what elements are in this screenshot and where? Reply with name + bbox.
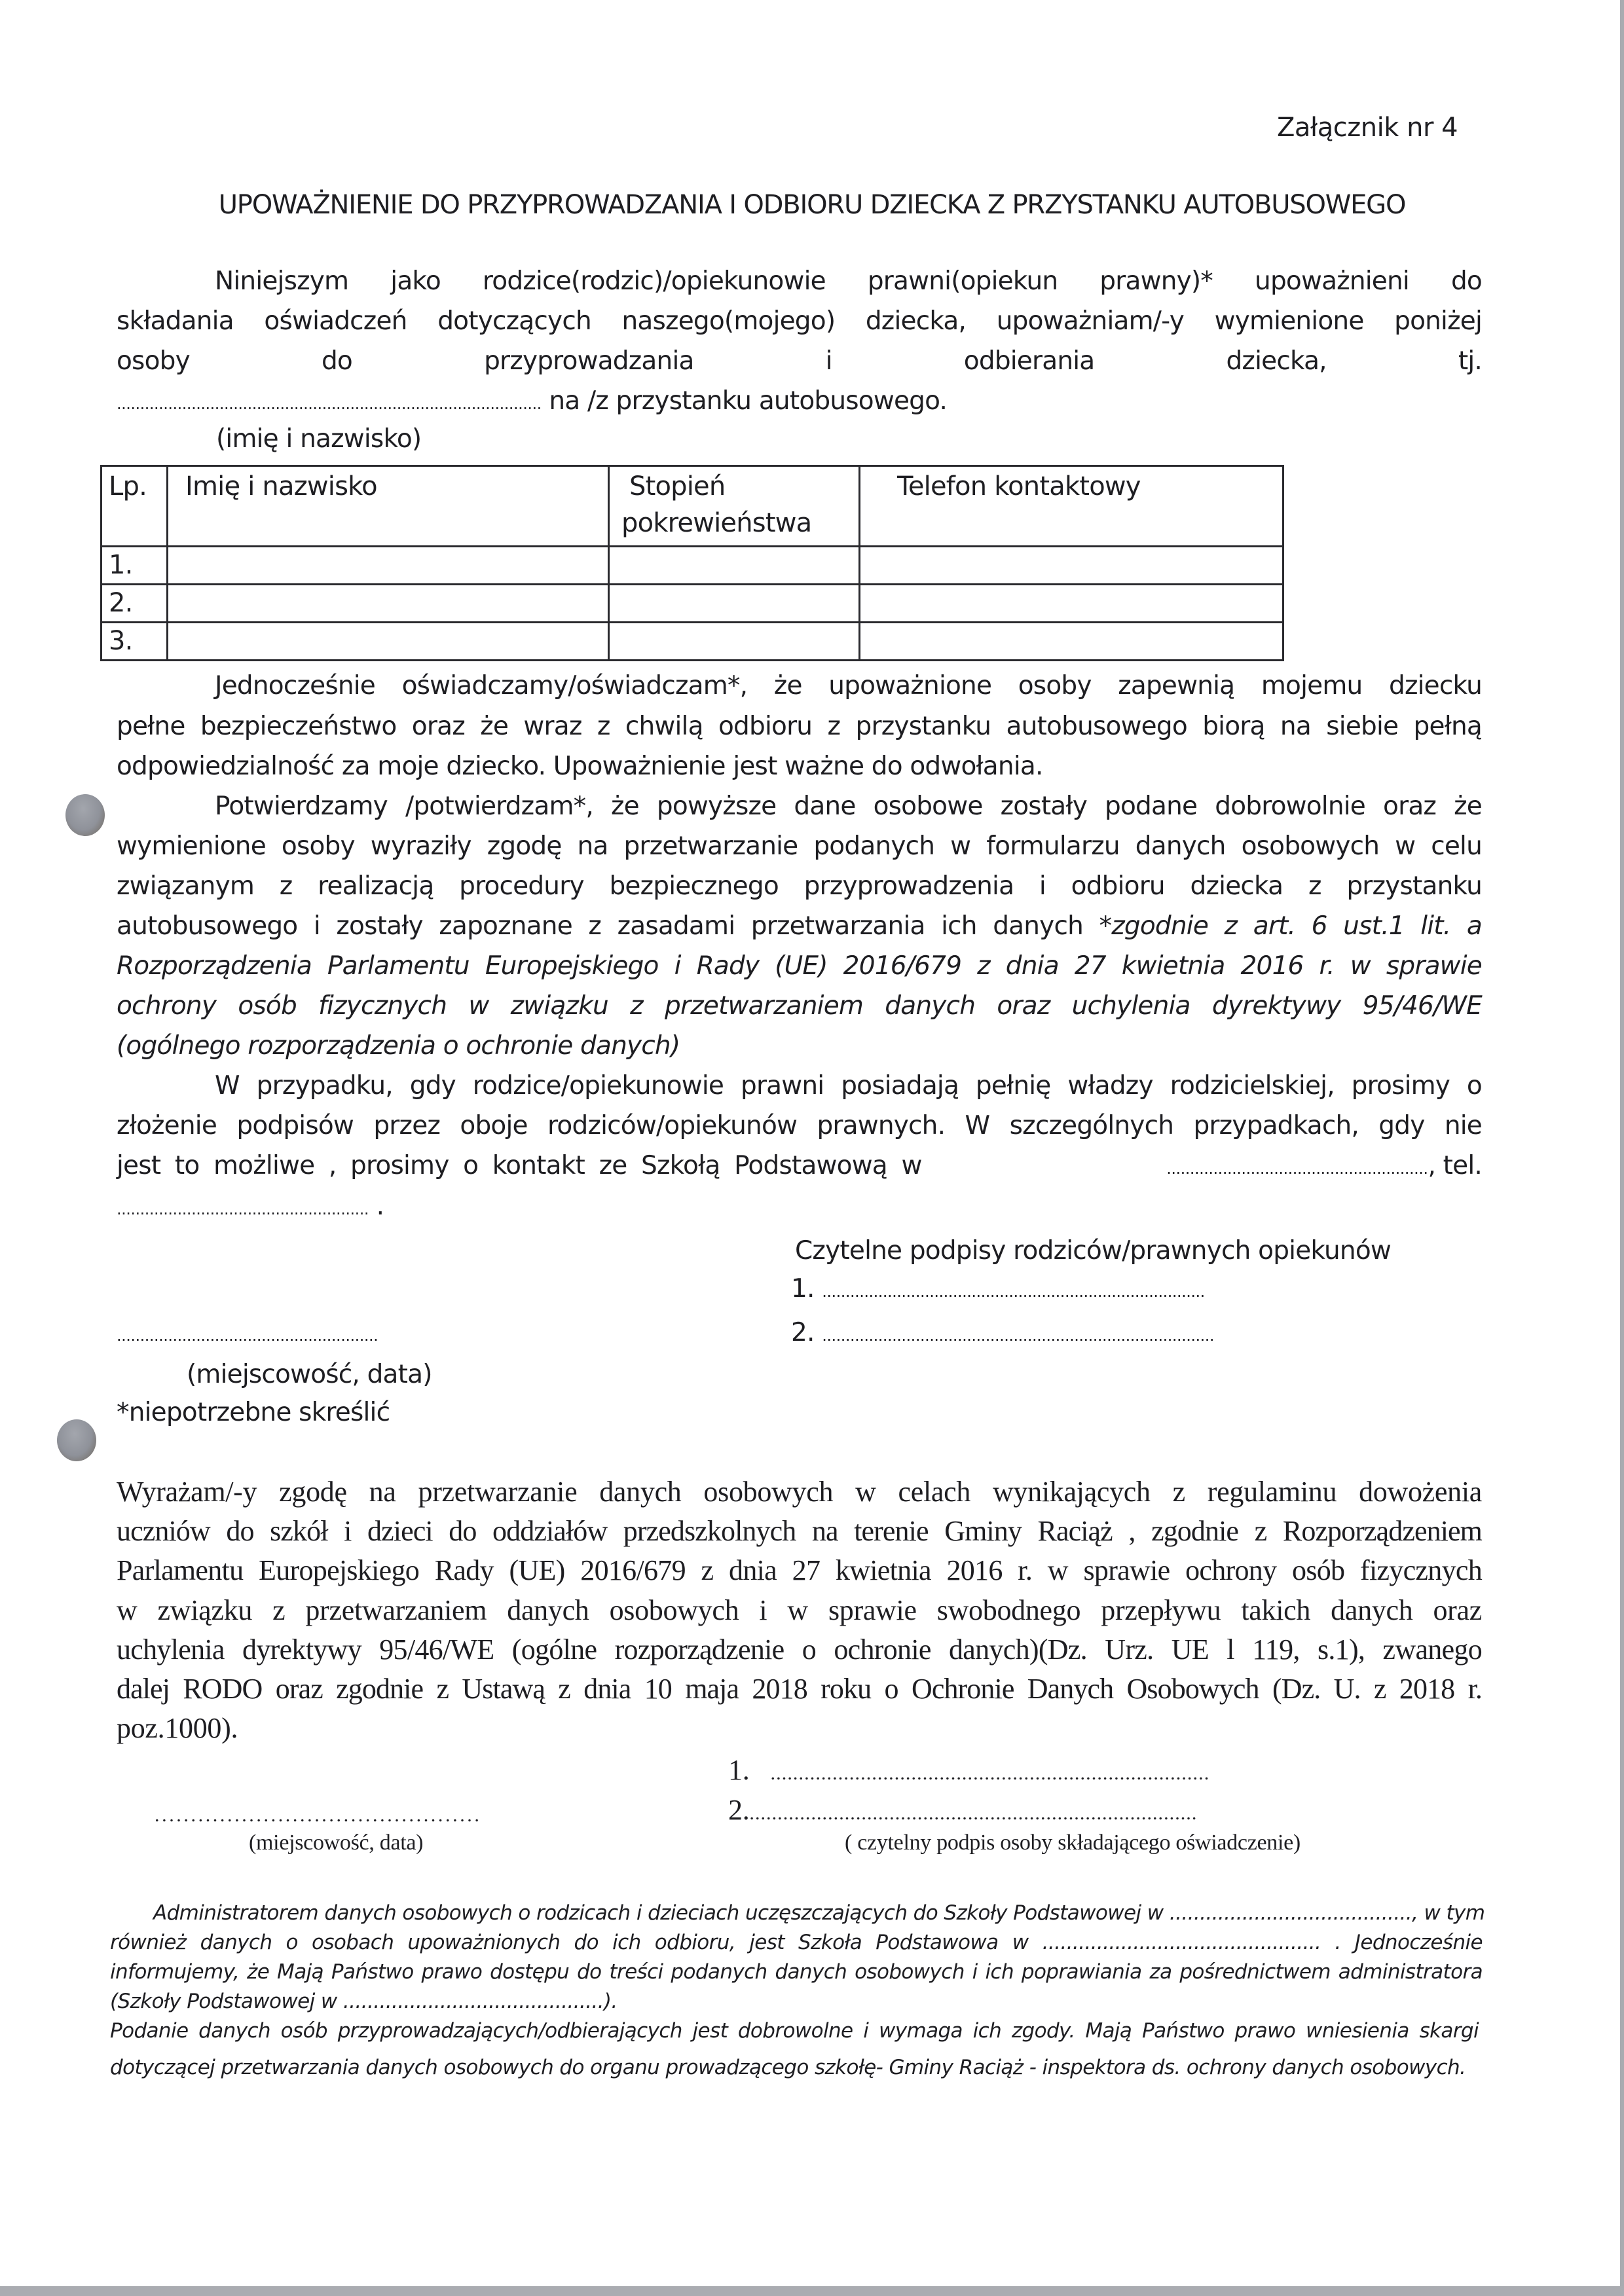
footnote: *niepotrzebne skreślić xyxy=(117,1398,390,1427)
punch-hole-icon xyxy=(65,794,105,836)
row-lp: 2. xyxy=(101,585,168,623)
consent-signature-2-field[interactable]: ................................................................................ xyxy=(749,1802,1198,1824)
annex-label: Załącznik nr 4 xyxy=(1277,113,1458,143)
parent-signature-1-field[interactable]: .................................................................................. xyxy=(822,1283,1205,1301)
consent-signature-2: 2................................................................................. xyxy=(728,1794,1198,1826)
table-row xyxy=(101,547,1283,585)
row-phone-cell[interactable] xyxy=(860,547,1283,585)
header-phone: Telefon kontaktowy xyxy=(860,466,1283,547)
parent-signature-2: 2. .................................................................................... xyxy=(791,1318,1215,1347)
header-relation: Stopień pokrewieństwa xyxy=(609,466,860,547)
row-name-cell[interactable] xyxy=(168,585,609,623)
place-date-label: (miejscowość, data) xyxy=(187,1360,432,1389)
parent-signatures-heading: Czytelne podpisy rodziców/prawnych opiekunów xyxy=(795,1236,1391,1266)
row-relation-cell[interactable] xyxy=(609,585,860,623)
consent-signature-1-field[interactable]: .............................................................................. xyxy=(770,1762,1210,1784)
intro-line-3: osoby do przyprowadzania i odbierania dziecka, tj. xyxy=(117,346,1482,376)
row-relation-cell[interactable] xyxy=(609,623,860,661)
consent-place-date-field: ............................................. xyxy=(155,1804,482,1826)
row-lp: 3. xyxy=(101,623,168,661)
table-row xyxy=(101,585,1283,623)
page-title: UPOWAŻNIENIE DO PRZYPROWADZANIA I ODBIORU DZIECKA Z PRZYSTANKU AUTOBUSOWEGO xyxy=(218,190,1406,220)
school-phone-field[interactable]: ...................................................... xyxy=(117,1200,369,1218)
row-name-cell[interactable] xyxy=(168,623,609,661)
consent-place-date-label: (miejscowość, data) xyxy=(249,1831,424,1855)
authorized-persons-table xyxy=(100,465,1284,661)
table-row xyxy=(101,623,1283,661)
parent-signature-2-field[interactable]: .................................................................................... xyxy=(822,1326,1215,1345)
scan-edge-right xyxy=(1620,0,1624,2296)
school-name-field[interactable]: ........................................................ xyxy=(1166,1159,1428,1178)
intro-line-2: składania oświadczeń dotyczących naszego(mojego) dziecka, upoważniam/-y wymienione poniżej xyxy=(117,306,1482,336)
row-phone-cell[interactable] xyxy=(860,623,1283,661)
table-header-row xyxy=(101,466,1283,547)
child-name-hint: (imię i nazwisko) xyxy=(216,424,422,454)
child-name-field[interactable]: ........................................................................................... xyxy=(117,395,542,413)
consent-signature-label: ( czytelny podpis osoby składającego oświadczenie) xyxy=(845,1831,1301,1855)
row-name-cell[interactable] xyxy=(168,547,609,585)
place-date-field: ........................................................ xyxy=(117,1326,378,1345)
header-lp: Lp. xyxy=(101,466,168,547)
punch-hole-icon xyxy=(57,1419,96,1461)
row-relation-cell[interactable] xyxy=(609,547,860,585)
header-name: Imię i nazwisko xyxy=(168,466,609,547)
scan-edge-bottom xyxy=(0,2286,1624,2296)
intro-line-4: ........................................................................................... na /z przystanku autobusowego. xyxy=(117,386,948,416)
parent-signature-1: 1. .................................................................................. xyxy=(791,1274,1205,1303)
intro-line-1: Niniejszym jako rodzice(rodzic)/opiekunowie prawni(opiekun prawny)* upoważnieni do xyxy=(215,266,1482,296)
row-lp: 1. xyxy=(101,547,168,585)
row-phone-cell[interactable] xyxy=(860,585,1283,623)
consent-signature-1: 1. .............................................................................. xyxy=(728,1754,1210,1786)
